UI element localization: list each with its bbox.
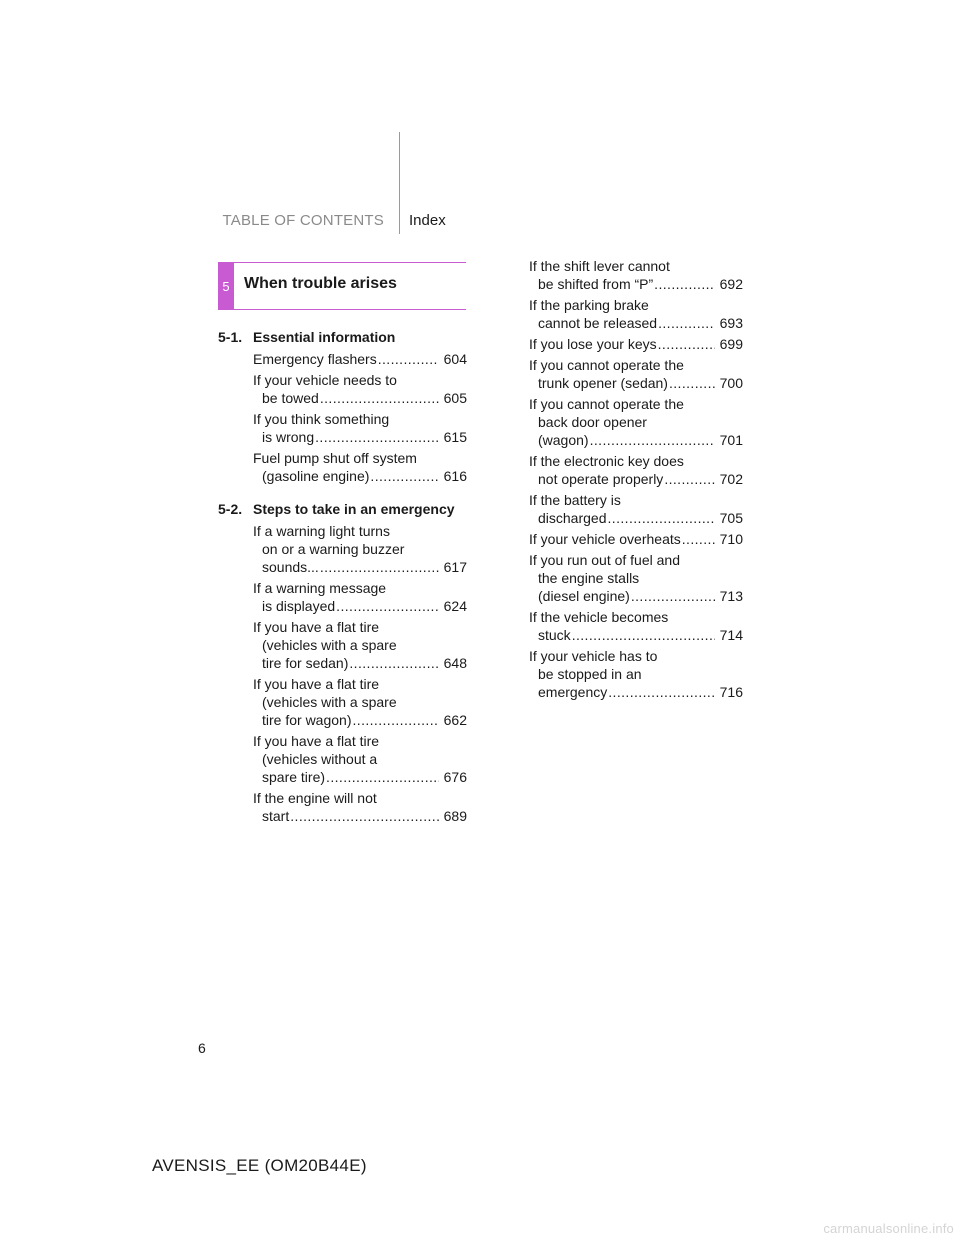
toc-page-number[interactable]: 616: [443, 468, 467, 484]
toc-page-number[interactable]: 693: [719, 315, 743, 331]
toc-entry-text: is wrong: [262, 429, 315, 445]
toc-entry-text: stuck: [538, 627, 571, 643]
toc-entry-last-line: [253, 768, 467, 786]
toc-entry-text: (gasoline engine): [262, 468, 370, 484]
toc-entry-last-line: [529, 314, 743, 332]
dot-leader: [320, 558, 439, 576]
subsection-number: 5-1.: [218, 329, 243, 345]
toc-entry[interactable]: [529, 530, 743, 548]
toc-entry-line: back door opener: [538, 414, 647, 430]
subsection-title[interactable]: Essential information: [253, 329, 396, 345]
toc-entry[interactable]: [253, 350, 467, 368]
dot-leader: [370, 467, 438, 485]
toc-entry-last-line: [529, 626, 743, 644]
dot-leader: [682, 530, 715, 548]
toc-entry-last-line: [529, 683, 743, 701]
dot-leader: [352, 711, 438, 729]
toc-entry-text: not operate properly: [538, 471, 664, 487]
toc-entry[interactable]: [253, 410, 467, 446]
toc-entry-text: tire for sedan): [262, 655, 349, 671]
section-header: [218, 262, 466, 310]
left-column: [218, 328, 467, 825]
right-entries: [529, 257, 743, 701]
dot-leader: [290, 807, 438, 825]
dot-leader: [572, 626, 715, 644]
toc-entry[interactable]: [529, 608, 743, 644]
toc-page-number[interactable]: 624: [443, 598, 467, 614]
dot-leader: [590, 431, 715, 449]
toc-page-number[interactable]: 689: [443, 808, 467, 824]
toc-entry-last-line: [529, 470, 743, 488]
toc-entry-line: If you have a flat tire: [253, 619, 380, 635]
toc-page-number[interactable]: 714: [719, 627, 743, 643]
toc-page-number[interactable]: 605: [443, 390, 467, 406]
toc-entry[interactable]: [253, 449, 467, 485]
watermark: carmanualsonline.info: [823, 1221, 954, 1236]
section-title: When trouble arises: [244, 275, 397, 292]
toc-entry[interactable]: [253, 732, 467, 786]
table-of-contents-link[interactable]: TABLE OF CONTENTS: [222, 212, 384, 229]
dot-leader: [658, 314, 715, 332]
toc-entry-line: If you cannot operate the: [529, 396, 684, 412]
toc-entry[interactable]: [253, 522, 467, 576]
toc-entry-line: If you have a flat tire: [253, 733, 380, 749]
toc-entry[interactable]: [253, 618, 467, 672]
toc-entry-last-line: [529, 530, 743, 548]
toc-page-number[interactable]: 700: [719, 375, 743, 391]
subsection: [218, 500, 467, 825]
toc-page-number[interactable]: 705: [719, 510, 743, 526]
section-number-tab: 5: [218, 263, 234, 309]
toc-entry-last-line: [529, 335, 743, 353]
toc-entry[interactable]: [529, 491, 743, 527]
toc-entry-line: If your vehicle has to: [529, 648, 658, 664]
dot-leader: [349, 654, 438, 672]
toc-entry-line: (vehicles with a spare: [262, 694, 397, 710]
toc-entry-last-line: [529, 509, 743, 527]
toc-entry-last-line: [253, 389, 467, 407]
subsection-heading: [218, 500, 467, 518]
toc-entry-text: trunk opener (sedan): [538, 375, 668, 391]
nav-divider: [399, 132, 400, 234]
toc-entry-line: the engine stalls: [538, 570, 640, 586]
toc-entry-last-line: [253, 428, 467, 446]
toc-entry-text: (diesel engine): [538, 588, 630, 604]
toc-entry-line: If the electronic key does: [529, 453, 684, 469]
toc-entry-text: emergency: [538, 684, 608, 700]
dot-leader: [315, 428, 439, 446]
toc-entry[interactable]: [253, 789, 467, 825]
subsection: [218, 328, 467, 485]
toc-page-number[interactable]: 692: [719, 276, 743, 292]
subsection-entries: [253, 522, 467, 825]
toc-entry-last-line: [253, 350, 467, 368]
top-navigation: [0, 212, 960, 232]
toc-entry-line: If you cannot operate the: [529, 357, 684, 373]
dot-leader: [608, 509, 715, 527]
toc-page-number[interactable]: 648: [443, 655, 467, 671]
toc-entry[interactable]: [253, 371, 467, 407]
toc-page-number[interactable]: 701: [719, 432, 743, 448]
toc-page-number[interactable]: 702: [719, 471, 743, 487]
toc-entry[interactable]: [253, 675, 467, 729]
dot-leader: [658, 335, 715, 353]
dot-leader: [631, 587, 715, 605]
dot-leader: [669, 374, 715, 392]
dot-leader: [608, 683, 714, 701]
dot-leader: [336, 597, 438, 615]
toc-entry-line: on or a warning buzzer: [262, 541, 405, 557]
toc-entry[interactable]: [529, 395, 743, 449]
toc-entry-last-line: [253, 467, 467, 485]
toc-entry-line: If you run out of fuel and: [529, 552, 680, 568]
toc-entry[interactable]: [529, 296, 743, 332]
toc-entry-last-line: [253, 654, 467, 672]
toc-entry-line: If the battery is: [529, 492, 621, 508]
toc-entry-line: If your vehicle needs to: [253, 372, 397, 388]
toc-entry-line: If a warning message: [253, 580, 387, 596]
toc-page-number[interactable]: 713: [719, 588, 743, 604]
toc-entry-text: If your vehicle overheats: [529, 531, 681, 547]
dot-leader: [326, 768, 439, 786]
toc-entry-text: is displayed: [262, 598, 336, 614]
dot-leader: [664, 470, 714, 488]
toc-entry-text: spare tire): [262, 769, 326, 785]
toc-entry-line: (vehicles with a spare: [262, 637, 397, 653]
dot-leader: [378, 350, 439, 368]
right-column: [529, 257, 743, 701]
dot-leader: [654, 275, 714, 293]
toc-entry-last-line: [529, 431, 743, 449]
toc-entry-last-line: [529, 587, 743, 605]
subsection-entries: [253, 350, 467, 485]
toc-entry-text: tire for wagon): [262, 712, 352, 728]
toc-entry-line: (vehicles without a: [262, 751, 378, 767]
toc-entry-line: If the shift lever cannot: [529, 258, 670, 274]
toc-entry-text: start: [262, 808, 290, 824]
toc-entry-line: If the vehicle becomes: [529, 609, 669, 625]
toc-entry-line: If the parking brake: [529, 297, 649, 313]
toc-entry-text: discharged: [538, 510, 607, 526]
toc-page-number[interactable]: 617: [443, 559, 467, 575]
toc-entry[interactable]: [529, 647, 743, 701]
toc-entry-line: If a warning light turns: [253, 523, 390, 539]
toc-entry-last-line: [529, 374, 743, 392]
toc-page-number[interactable]: 710: [719, 531, 743, 547]
toc-page-number[interactable]: 716: [719, 684, 743, 700]
toc-page-number[interactable]: 662: [443, 712, 467, 728]
toc-entry-last-line: [253, 558, 467, 576]
toc-entry-text: sounds...: [262, 559, 319, 575]
toc-entry-last-line: [529, 275, 743, 293]
toc-entry-text: be shifted from “P”: [538, 276, 654, 292]
subsection-heading: [218, 328, 467, 346]
toc-entry-line: be stopped in an: [538, 666, 642, 682]
toc-entry-line: Fuel pump shut off system: [253, 450, 417, 466]
toc-entry[interactable]: [529, 257, 743, 293]
toc-entry-last-line: [253, 597, 467, 615]
index-link[interactable]: Index: [409, 212, 446, 229]
toc-entry-line: If you think something: [253, 411, 390, 427]
footer-model-code: AVENSIS_EE (OM20B44E): [152, 1156, 367, 1175]
toc-entry-text: cannot be released: [538, 315, 658, 331]
toc-page-number[interactable]: 676: [443, 769, 467, 785]
toc-page-number[interactable]: 604: [443, 351, 467, 367]
toc-page-number[interactable]: 615: [443, 429, 467, 445]
toc-entry[interactable]: [529, 356, 743, 392]
subsection-number: 5-2.: [218, 501, 243, 517]
dot-leader: [320, 389, 439, 407]
toc-entry-line: If you have a flat tire: [253, 676, 380, 692]
toc-entry[interactable]: [529, 335, 743, 353]
subsection-title[interactable]: Steps to take in an emergency: [253, 501, 455, 517]
toc-entry-last-line: [253, 807, 467, 825]
toc-entry-text: (wagon): [538, 432, 589, 448]
toc-entry-line: If the engine will not: [253, 790, 377, 806]
page-number: 6: [198, 1040, 206, 1056]
toc-entry-text: If you lose your keys: [529, 336, 657, 352]
toc-entry-text: be towed: [262, 390, 319, 406]
toc-entry-text: Emergency flashers: [253, 351, 377, 367]
toc-entry[interactable]: [529, 551, 743, 605]
toc-entry[interactable]: [529, 452, 743, 488]
toc-page-number[interactable]: 699: [719, 336, 743, 352]
toc-entry-last-line: [253, 711, 467, 729]
toc-entry[interactable]: [253, 579, 467, 615]
